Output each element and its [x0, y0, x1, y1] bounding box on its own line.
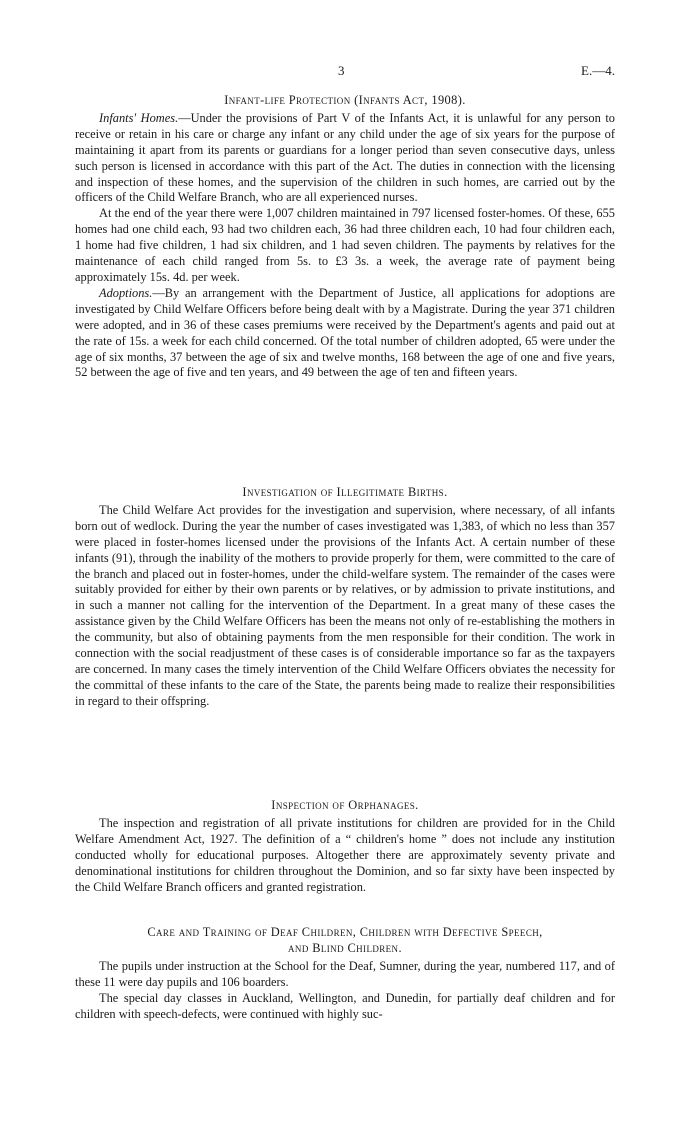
paragraph-foster-homes: At the end of the year there were 1,007 children maintained in 797 licensed foster-homes. Of these, 655 homes had one child each, 93 had two children each, 36 had three children each, 10 had four children each, 1 home had five children, 1 had six children, and 1 had seven children. The payments by relatives for the maintenance of each child ranged from 5s. to £3 3s. a week, the average rate of payment being approximately 15s. 4d. per week.: [75, 206, 615, 284]
series-code: E.—4.: [581, 63, 615, 78]
section-title-orphanages: Inspection of Orphanages.: [271, 798, 419, 812]
paragraph-infants-homes: [75, 111, 615, 206]
paragraph-text-adoptions: —By an arrangement with the Department of Justice, all applications for adoptions are investigated by Child Welfare Officers before being dealt with by a Magistrate. During the year 371 children were adopted, and in 36 of these cases premiums were received by the Department's agents and paid out at the rate of 15s. a week for each child concerned. Of the total number of children adopted, 65 were under the age of six months, 37 between the age of six and twelve months, 168 between the age of one and five years, 52 between the age of five and ten years, and 49 between the age of ten and fifteen years.: [75, 285, 615, 380]
section-title-infant-life: Infant-life Protection (Infants Act, 1908).: [224, 93, 466, 107]
paragraph-illegitimate-births: The Child Welfare Act provides for the investigation and supervision, where necessary, of all infants born out of wedlock. During the year the number of cases investigated was 1,383, of which no less than 357 were placed in foster-homes licensed under the provisions of the Infants Act. A certain number of these infants (91), through the inability of the mothers to provide properly for them, were committed to the care of the branch and placed out in foster-homes, under the child-welfare system. The remainder of the cases were suitably provided for either by their own parents or by relatives, or by admission to private institutions, and in such a manner not calling for the intervention of the Department. In a great many of these cases the assistance given by the Child Welfare Officers has been the means not only of re-establishing the mothers in the community, but also of obtaining payments from the men responsible for their condition. The work in connection with the social readjustment of these cases is of considerable importance so far as the taxpayers are concerned. In many cases the timely intervention of the Child Welfare Officers obviates the necessity for the committal of these infants to the care of the State, the parents being made to realize their responsibilities in regard to their offspring.: [75, 502, 615, 708]
section-infant-life-protection: [75, 93, 615, 381]
paragraph-lead-infants-homes: Infants' Homes.: [99, 110, 179, 125]
paragraph-lead-adoptions: Adoptions.: [99, 285, 153, 300]
paragraph-text-infants-homes: —Under the provisions of Part V of the Infants Act, it is unlawful for any person to receive or retain in his care or charge any infant or any child under the age of six years for the purpose of maintaining it apart from its parents or guardians for a longer period than seven consecutive days, unless such person is licensed in accordance with this part of the Act. The duties in connection with the licensing and inspection of these homes, and the supervision of the children in such homes, are carried out by the officers of the Child Welfare Branch, who are all experienced nurses.: [75, 110, 615, 205]
paragraph-adoptions: [75, 286, 615, 381]
section-title-deaf-children-line2: and Blind Children.: [288, 940, 402, 955]
page-number: 3: [338, 63, 345, 78]
section-title-illegitimate-births: Investigation of Illegitimate Births.: [242, 485, 448, 499]
page-header: [75, 63, 615, 79]
paragraph-orphanages: The inspection and registration of all private institutions for children are provided for in the Child Welfare Amendment Act, 1927. The definition of a “ children's home ” does not include any institution conducted wholly for educational purposes. Altogether there are approximately seventy private and denominational institutions for children throughout the Dominion, and so far sixty have been inspected by the Child Welfare Branch officers and granted registration.: [75, 815, 615, 894]
paragraph-special-day-classes: The special day classes in Auckland, Wellington, and Dunedin, for partially deaf children and for children with speech-defects, were continued with highly suc-: [75, 990, 615, 1021]
section-title-deaf-children-line1: Care and Training of Deaf Children, Children with Defective Speech,: [147, 925, 543, 939]
section-deaf-children: [75, 925, 615, 1022]
section-illegitimate-births: [75, 485, 615, 710]
paragraph-school-for-deaf: The pupils under instruction at the School for the Deaf, Sumner, during the year, numbered 117, and of these 11 were day pupils and 106 boarders.: [75, 958, 615, 989]
section-orphanages: [75, 798, 615, 895]
